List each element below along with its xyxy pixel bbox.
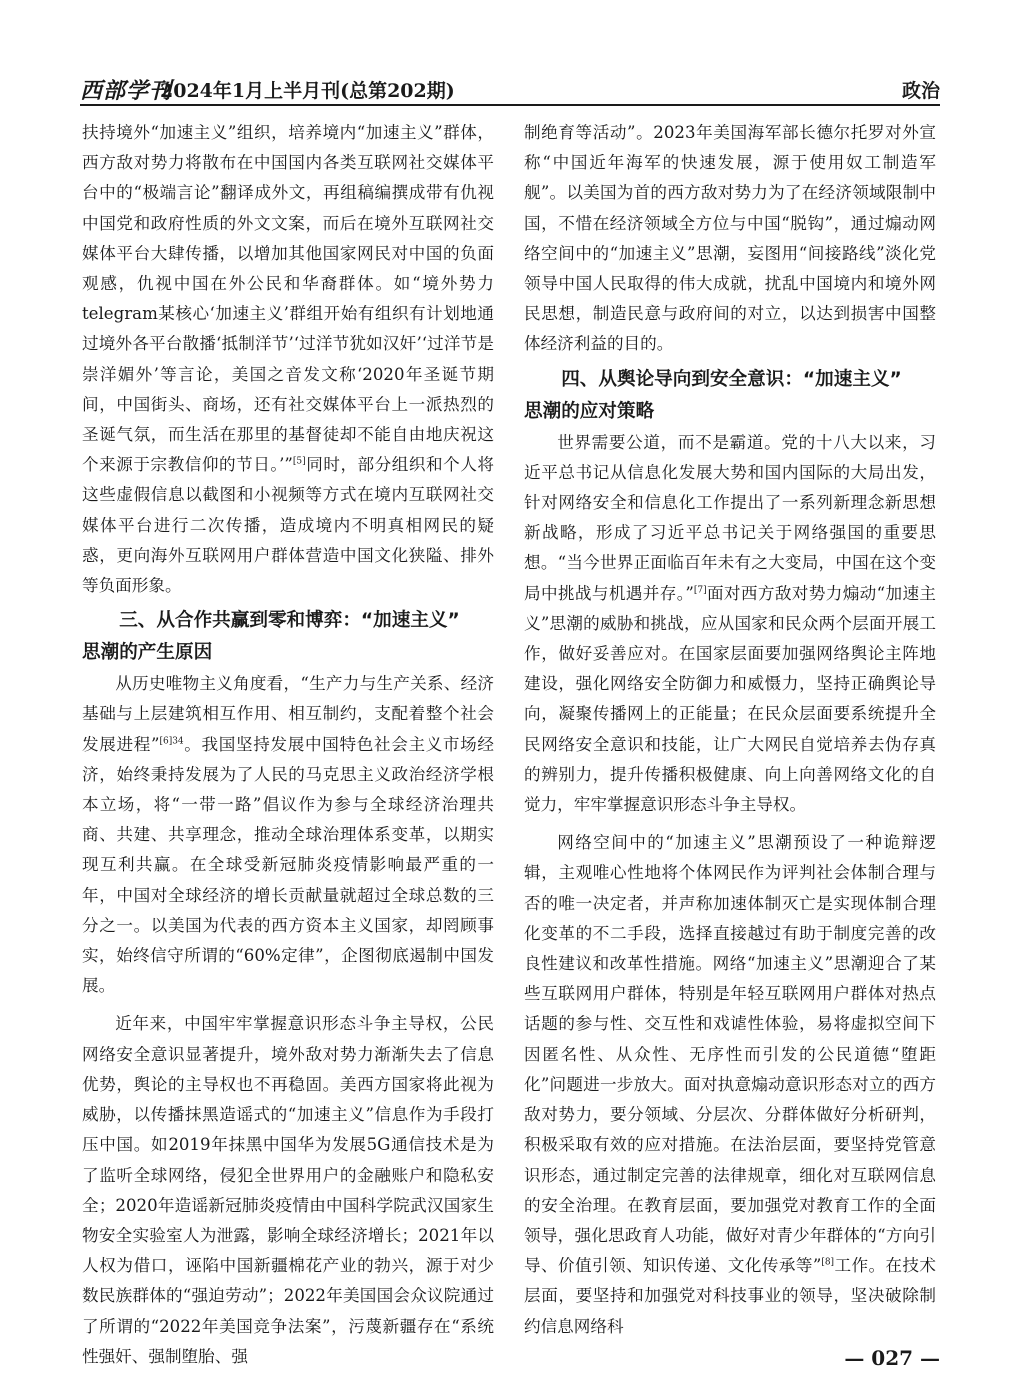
citation: [6]34 [159, 736, 184, 747]
paragraph: 网络空间中的“加速主义”思潮预设了一种诡辩逻辑，主观唯心性地将个体网民作为评判社会体制合理与否的唯一决定者，并声称加速体制灭亡是实现体制合理化变革的不二手段，选择直接越过有助于制度完善的改良性建议和改革性措施。网络“加速主义”思潮迎合了某些互联网用户群体，特别是年轻互联网用户群体对热点话题的参与性、交互性和戏谑性体验，易将虚拟空间下因匿名性、从众性、无序性而引发的公民道德“堕距化”问题进一步放大。面对执意煽动意识形态对立的西方敌对势力，要分领域、分层次、分群体做好分析研判，积极采取有效的应对措施。在法治层面，要坚持党管意识形态，通过制定完善的法律规章，细化对互联网信息的安全治理。在教育层面，要加强党对教育工作的全面领导，强化思政育人功能，做好对青少年群体的“方向引导、价值引领、知识传递、文化传承等”[8]工作。在技术层面，要坚持和加强党对科技事业的领导，坚决破除制约信息网络科 [524, 833, 937, 1336]
paragraph: 近年来，中国牢牢掌握意识形态斗争主导权，公民网络安全意识显著提升，境外敌对势力渐渐失去了信息优势，舆论的主导权也不再稳固。美西方国家将此视为威胁，以传播抹黑造谣式的“加速主义”信息作为手段打压中国。如2019年抹黑中国华为发展5G通信技术是为了监听全球网络，侵犯全世界用户的金融账户和隐私安全；2020年造谣新冠肺炎疫情由中国科学院武汉国家生物安全实验室人为泄露，影响全球经济增长；2021年以人权为借口，诬陷中国新疆棉花产业的勃兴，源于对少数民族群体的“强迫劳动”；2022年美国国会众议院通过了所谓的“2022年美国竞争法案”，污蔑新疆存在“系统性强奸、强制堕胎、强 [82, 1014, 494, 1366]
section-label: 政治 [901, 80, 940, 102]
left-column [82, 118, 494, 1372]
page-header [80, 70, 940, 106]
journal-issue: 2024年1月上半月刊(总第202期) [160, 80, 455, 102]
journal-logo: 西部学刊 [80, 78, 173, 104]
paragraph: 制绝育等活动”。2023年美国海军部长德尔托罗对外宣称“中国近年海军的快速发展，源于使用奴工制造军舰”。以美国为首的西方敌对势力为了在经济领域限制中国，不惜在经济领域全方位与中国“脱钩”，通过煽动网络空间中的“加速主义”思潮，妄图用“间接路线”淡化党领导中国人民取得的伟大成就，扰乱中国境内和境外网民思想，制造民意与政府间的对立，以达到损害中国整体经济利益的目的。 [524, 123, 936, 354]
paragraph: 世界需要公道，而不是霸道。党的十八大以来，习近平总书记从信息化发展大势和国内国际的大局出发，针对网络安全和信息化工作提出了一系列新理念新思想新战略，形成了习近平总书记关于网络强国的重要思想。“当今世界正面临百年未有之大变局，中国在这个变局中挑战与机遇并存。”[7]面对西方敌对势力煽动“加速主义”思潮的威胁和挑战，应从国家和民众两个层面开展工作，做好妥善应对。在国家层面要加强网络舆论主阵地建设，强化网络安全防御力和威慑力，坚持正确舆论导向，凝聚传播网上的正能量；在民众层面要系统提升全民网络安全意识和技能，让广大网民自觉培养去伪存真的辨别力，提升传播积极健康、向上向善网络文化的自觉力，牢牢掌握意识形态斗争主导权。 [524, 432, 936, 815]
citation: [8] [821, 1257, 835, 1268]
citation: [5] [292, 456, 306, 467]
right-column [524, 118, 936, 1342]
section-heading: 四、从舆论导向到安全意识：“加速主义” 思潮的应对策略 [524, 368, 902, 422]
paragraph: 从历史唯物主义角度看，“生产力与生产关系、经济基础与上层建筑相互作用、相互制约，支配着整个社会发展进程”$^{[6]34}$。我国坚持发展中国特色社会主义市场经济，始终秉持发展为了人民的马克思主义政治经济学根本立场，将“一带一路”倡议作为参与全球经济治理共商、共建、共享理念，推动全球治理体系变革，以期实现互利共赢。在全球受新冠肺炎疫情影响最严重的一年，中国对全球经济的增长贡献量就超过全球总数的三分之一。以美国为代表的西方资本主义国家，却罔顾事实，始终信守所谓的“60%定律”，企图彻底遏制中国发展。 [82, 674, 495, 996]
paragraph: 扶持境外“加速主义”组织，培养境内“加速主义”群体，西方敌对势力将散布在中国国内各类互联网社交媒体平台中的“极端言论”翻译成外文，再组稿编撰成带有仇视中国党和政府性质的外文文案，而后在境外互联网社交媒体平台大肆传播，以增加其他国家网民对中国的负面观感，仇视中国在外公民和华裔群体。如“境外势力telegram某核心‘加速主义’群组开始有组织有计划地通过境外各平台散播‘抵制洋节’‘过洋节犹如汉奸’‘过洋节是崇洋媚外’等言论，美国之音发文称‘2020年圣诞节期间，中国街头、商场，还有社交媒体平台上一派热烈的圣诞气氛，而生活在那里的基督徒却不能自由地庆祝这个来源于宗教信仰的节日。’”[5]同时，部分组织和个人将这些虚假信息以截图和小视频等方式在境内互联网社交媒体平台进行二次传播，造成境内不明真相网民的疑惑，更向海外互联网用户群体营造中国文化狭隘、排外等负面形象。 [82, 123, 495, 596]
page-number: — 027 — [844, 1346, 940, 1370]
citation: [7] [693, 585, 707, 596]
section-heading: 三、从合作共赢到零和博弈：“加速主义” 思潮的产生原因 [82, 610, 460, 664]
